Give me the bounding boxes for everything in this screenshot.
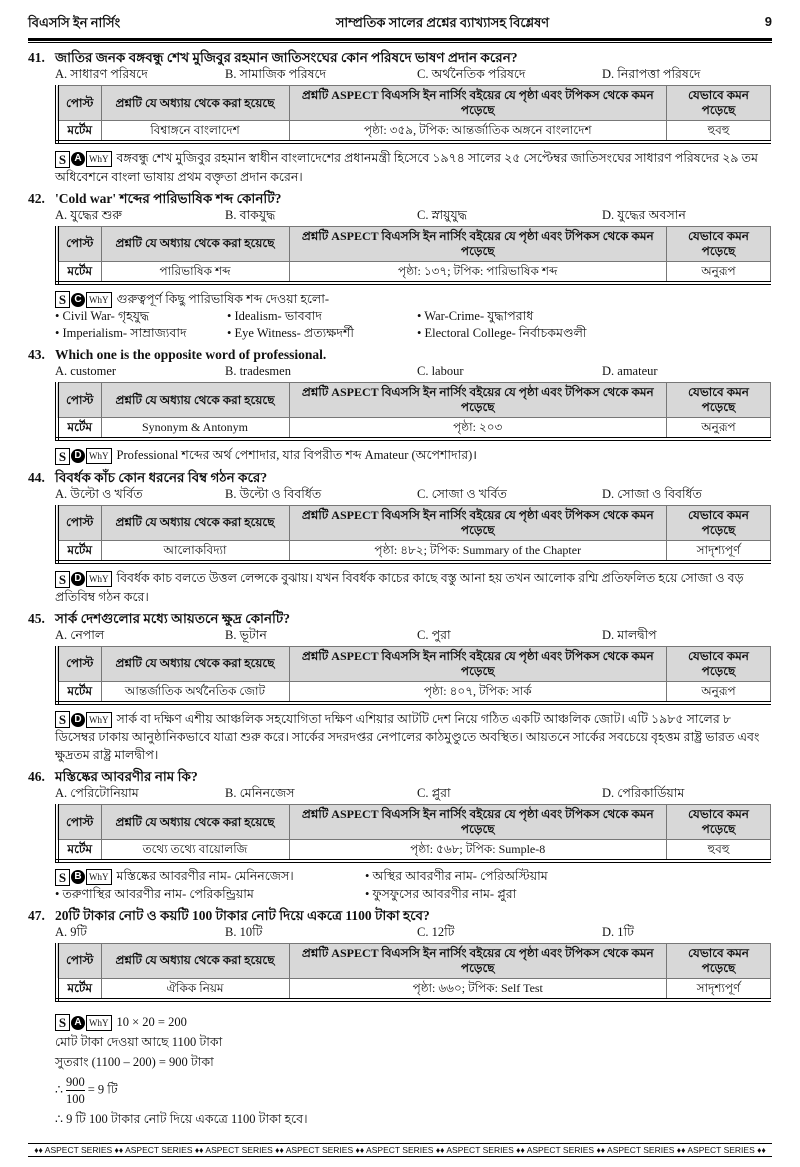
header-chapter: প্রশ্নটি যে অধ্যায় থেকে করা হয়েছে	[101, 943, 289, 978]
table-data-row	[57, 261, 771, 283]
post-mortem-table	[55, 85, 771, 144]
option-d: D. পেরিকার্ডিয়াম	[602, 786, 685, 801]
why-label: WhY	[86, 448, 112, 464]
question-block	[28, 346, 772, 465]
question-title	[28, 346, 772, 363]
question-block	[28, 907, 772, 1129]
badge-s-box: S	[55, 571, 70, 588]
chapter-cell: আলোকবিদ্যা	[101, 540, 289, 562]
corner-label-bottom: মর্টেম	[57, 261, 101, 283]
question-number: 41.	[28, 50, 45, 65]
option-c: C. 12টি	[417, 924, 455, 939]
option-a: A. নেপাল	[55, 627, 105, 642]
question-number: 47.	[28, 907, 45, 923]
why-label: WhY	[86, 869, 112, 885]
explanation	[55, 149, 772, 186]
corner-label-top: পোস্ট	[57, 805, 101, 840]
answer-letter-circle: D	[71, 713, 85, 727]
question-title	[28, 768, 772, 785]
bullet-text: War-Crime- যুদ্ধাপরাধ	[424, 309, 534, 324]
therefore-symbol: ∴	[55, 1082, 63, 1097]
bullet-text: Electoral College- নির্বাচকমণ্ডলী	[424, 326, 587, 341]
header-how: যেভাবে কমন পড়েছে	[667, 646, 771, 681]
bullet-item: • Imperialism- সাম্রাজ্যবাদ	[55, 326, 187, 341]
denominator: 100	[65, 1091, 85, 1106]
question-text: জাতির জনক বঙ্গবন্ধু শেখ মুজিবুর রহমান জাতিসংঘের কোন পরিষদে ভাষণ প্রদান করেন?	[55, 50, 518, 65]
page-number: 9	[764, 14, 772, 29]
answer-badge	[55, 869, 112, 886]
book-page-topic-cell: পৃষ্ঠা: ১৩৭; টপিক: পারিভাষিক শব্দ	[289, 261, 667, 283]
header-chapter: প্রশ্নটি যে অধ্যায় থেকে করা হয়েছে	[101, 646, 289, 681]
question-block	[28, 610, 772, 765]
corner-label-bottom: মর্টেম	[57, 121, 101, 143]
why-label: WhY	[86, 151, 112, 167]
badge-s-box: S	[55, 291, 70, 308]
footer-text: ♦♦ ASPECT SERIES ♦♦ ASPECT SERIES ♦♦ ASPECT SERIES ♦♦ ASPECT SERIES ♦♦ ASPECT SERIES ♦♦ ASPECT SERIES ♦♦ ASPECT SERIES ♦♦ ASPECT SERIES ♦♦ ASPECT SERIES ♦♦	[34, 1144, 766, 1155]
corner-label-bottom: মর্টেম	[57, 681, 101, 703]
question-number: 42.	[28, 190, 45, 206]
footer-series-band	[28, 1143, 772, 1157]
bullet-item: • War-Crime- যুদ্ধাপরাধ	[417, 309, 534, 324]
option-b: B. 10টি	[225, 924, 263, 939]
table-header-row	[57, 226, 771, 261]
header-chapter: প্রশ্নটি যে অধ্যায় থেকে করা হয়েছে	[101, 226, 289, 261]
question-text: মস্তিষ্কের আবরণীর নাম কি?	[55, 769, 198, 785]
question-number: 44.	[28, 469, 45, 485]
table-data-row	[57, 540, 771, 562]
header-chapter: প্রশ্নটি যে অধ্যায় থেকে করা হয়েছে	[101, 805, 289, 840]
bullet-item: • ফুসফুসের আবরণীর নাম- প্লুরা	[365, 886, 517, 901]
explanation-text: মস্তিষ্কের আবরণীর নাম- মেনিনজেস।	[116, 869, 294, 884]
explanation	[55, 710, 772, 765]
how-common-cell: হুবহু	[667, 121, 771, 143]
option-c: C. অর্থনৈতিক পরিষদে	[417, 67, 526, 81]
question-block	[28, 768, 772, 903]
question-title	[28, 469, 772, 486]
explanation	[55, 1012, 772, 1129]
option-c: C. labour	[417, 364, 464, 379]
corner-label-top: পোস্ট	[57, 505, 101, 540]
how-common-cell: হুবহু	[667, 840, 771, 862]
bullet-item: • অস্থির আবরণীর নাম- পেরিঅস্টিয়াম	[365, 869, 548, 884]
explanation-text: 10 × 20 = 200	[116, 1014, 187, 1029]
header-chapter: প্রশ্নটি যে অধ্যায় থেকে করা হয়েছে	[101, 86, 289, 121]
answer-letter-circle: D	[71, 572, 85, 586]
post-mortem-table	[55, 943, 771, 1002]
post-mortem-table	[55, 646, 771, 705]
fraction	[66, 1074, 85, 1107]
fraction-result: = 9 টি	[87, 1082, 118, 1097]
answer-badge	[55, 151, 112, 168]
option-a: A. উল্টো ও খর্বিত	[55, 486, 143, 501]
answer-letter-circle: B	[71, 870, 85, 884]
option-d: D. সোজা ও বিবর্ধিত	[602, 486, 702, 501]
chapter-cell: ঐকিক নিয়ম	[101, 978, 289, 1000]
corner-label-top: পোস্ট	[57, 86, 101, 121]
header-book: প্রশ্নটি ASPECT বিএসসি ইন নার্সিং বইয়ের যে পৃষ্ঠা এবং টপিকস থেকে কমন পড়েছে	[289, 505, 667, 540]
question-title	[28, 907, 772, 924]
option-a: A. customer	[55, 364, 117, 379]
book-title: বিএসসি ইন নার্সিং	[28, 15, 121, 30]
header-book: প্রশ্নটি ASPECT বিএসসি ইন নার্সিং বইয়ের যে পৃষ্ঠা এবং টপিকস থেকে কমন পড়েছে	[289, 646, 667, 681]
question-title	[28, 49, 772, 66]
option-b: B. ভূটান	[225, 627, 267, 642]
options-row	[55, 363, 772, 380]
badge-s-box: S	[55, 151, 70, 168]
header-chapter: প্রশ্নটি যে অধ্যায় থেকে করা হয়েছে	[101, 505, 289, 540]
header-how: যেভাবে কমন পড়েছে	[667, 383, 771, 418]
option-c: C. স্নায়ুযুদ্ধ	[417, 207, 467, 222]
bullet-item: • Civil War- গৃহযুদ্ধ	[55, 309, 150, 324]
question-text: Which one is the opposite word of professional.	[55, 347, 327, 363]
corner-label-bottom: মর্টেম	[57, 978, 101, 1000]
explanation-text: সার্ক বা দক্ষিণ এশীয় আঞ্চলিক সহযোগিতা দক্ষিণ এশিয়ার আটটি দেশ নিয়ে গঠিত একটি আঞ্চলিক জোট। এটি ১৯৮৫ সালের ৮ ডিসেম্বর ঢাকায় আনুষ্ঠানিকভাবে যাত্রা শুরু করে। সার্কের সদরদপ্তর নেপালের কাঠমুণ্ডুতে অবস্থিত। আয়তনে সার্কের সবচেয়ে বৃহত্তম রাষ্ট্র ভারত এবং ক্ষুদ্রতম রাষ্ট্র মালদ্বীপ।	[55, 711, 760, 763]
option-c: C. প্লুরা	[417, 786, 451, 801]
answer-letter-circle: C	[71, 293, 85, 307]
book-page-topic-cell: পৃষ্ঠা: ২০৩	[289, 418, 667, 440]
bullet-item: • Electoral College- নির্বাচকমণ্ডলী	[417, 326, 587, 341]
option-b: B. উল্টো ও বিবর্ধিত	[225, 486, 322, 501]
how-common-cell: সাদৃশ্যপূর্ণ	[667, 978, 771, 1000]
question-list	[0, 43, 800, 1129]
option-d: D. যুদ্ধের অবসান	[602, 207, 686, 222]
how-common-cell: অনুরূপ	[667, 418, 771, 440]
why-label: WhY	[86, 292, 112, 308]
question-title	[28, 190, 772, 207]
question-number: 45.	[28, 610, 45, 626]
question-title	[28, 610, 772, 627]
option-b: B. সামাজিক পরিষদে	[225, 67, 327, 81]
table-header-row	[57, 805, 771, 840]
options-row	[55, 207, 772, 224]
table-data-row	[57, 681, 771, 703]
chapter-cell: আন্তর্জাতিক অর্থনৈতিক জোট	[101, 681, 289, 703]
option-a: A. যুদ্ধের শুরু	[55, 207, 123, 222]
option-b: B. বাকযুদ্ধ	[225, 207, 276, 222]
bullet-text: তরুণাস্থির আবরণীর নাম- পেরিকন্ড্রিয়াম	[62, 886, 254, 901]
answer-badge	[55, 448, 112, 465]
options-row	[55, 66, 772, 83]
chapter-cell: Synonym & Antonym	[101, 418, 289, 440]
chapter-cell: বিশ্বাঙ্গনে বাংলাদেশ	[101, 121, 289, 143]
numerator: 900	[65, 1074, 85, 1089]
question-text: 20টি টাকার নোট ও কয়টি 100 টাকার নোট দিয়ে একত্রে 1100 টাকা হবে?	[55, 907, 430, 923]
table-data-row	[57, 840, 771, 862]
question-text: 'Cold war' শব্দের পারিভাষিক শব্দ কোনটি?	[55, 190, 282, 206]
options-row	[55, 486, 772, 503]
bullet-text: অস্থির আবরণীর নাম- পেরিঅস্টিয়াম	[372, 869, 548, 884]
how-common-cell: অনুরূপ	[667, 261, 771, 283]
option-c: C. সোজা ও খর্বিত	[417, 486, 507, 501]
covering-bullets	[55, 868, 772, 903]
table-header-row	[57, 86, 771, 121]
book-page-topic-cell: পৃষ্ঠা: ৬৬০; টপিক: Self Test	[289, 978, 667, 1000]
header-book: প্রশ্নটি ASPECT বিএসসি ইন নার্সিং বইয়ের যে পৃষ্ঠা এবং টপিকস থেকে কমন পড়েছে	[289, 805, 667, 840]
table-header-row	[57, 383, 771, 418]
bullet-text: Idealism- ভাববাদ	[234, 309, 322, 324]
header-book: প্রশ্নটি ASPECT বিএসসি ইন নার্সিং বইয়ের যে পৃষ্ঠা এবং টপিকস থেকে কমন পড়েছে	[289, 86, 667, 121]
header-chapter: প্রশ্নটি যে অধ্যায় থেকে করা হয়েছে	[101, 383, 289, 418]
corner-label-bottom: মর্টেম	[57, 418, 101, 440]
header-how: যেভাবে কমন পড়েছে	[667, 226, 771, 261]
explanation-line	[55, 1012, 772, 1032]
page-header	[0, 0, 800, 35]
post-mortem-table	[55, 226, 771, 285]
bullet-text: Imperialism- সাম্রাজ্যবাদ	[62, 326, 187, 341]
table-data-row	[57, 121, 771, 143]
corner-label-top: পোস্ট	[57, 226, 101, 261]
section-title: সাম্প্রতিক সালের প্রশ্নের ব্যাখ্যাসহ বিশ্লেষণ	[335, 15, 550, 30]
corner-label-bottom: মর্টেম	[57, 540, 101, 562]
options-row	[55, 924, 772, 941]
header-book: প্রশ্নটি ASPECT বিএসসি ইন নার্সিং বইয়ের যে পৃষ্ঠা এবং টপিকস থেকে কমন পড়েছে	[289, 943, 667, 978]
explanation-text: বঙ্গবন্ধু শেখ মুজিবুর রহমান স্বাধীন বাংলাদেশের প্রধানমন্ত্রী হিসেবে ১৯৭৪ সালের ২৫ সেপ্টেম্বর জাতিসংঘের সাধারণ পরিষদের ২৯ তম অধিবেশনে বাংলা ভাষায় প্রথম বক্তৃতা প্রদান করেন।	[55, 151, 758, 184]
post-mortem-table	[55, 804, 771, 863]
option-a: A. সাধারণ পরিষদে	[55, 67, 148, 81]
option-b: B. মেনিনজেস	[225, 786, 295, 801]
book-page-topic-cell: পৃষ্ঠা: ৪৮২; টপিক: Summary of the Chapter	[289, 540, 667, 562]
bullet-item: • তরুণাস্থির আবরণীর নাম- পেরিকন্ড্রিয়াম	[55, 886, 254, 901]
bullet-item: • Idealism- ভাববাদ	[227, 309, 322, 324]
answer-badge	[55, 711, 112, 728]
how-common-cell: সাদৃশ্যপূর্ণ	[667, 540, 771, 562]
table-data-row	[57, 978, 771, 1000]
corner-label-top: পোস্ট	[57, 646, 101, 681]
explanation-text: গুরুত্বপূর্ণ কিছু পারিভাষিক শব্দ দেওয়া হলো-	[116, 291, 330, 306]
question-block	[28, 190, 772, 343]
answer-letter-circle: D	[71, 449, 85, 463]
fraction-line	[55, 1074, 772, 1107]
option-a: A. 9টি	[55, 924, 87, 939]
corner-label-bottom: মর্টেম	[57, 840, 101, 862]
header-book: প্রশ্নটি ASPECT বিএসসি ইন নার্সিং বইয়ের যে পৃষ্ঠা এবং টপিকস থেকে কমন পড়েছে	[289, 383, 667, 418]
option-a: A. পেরিটোনিয়াম	[55, 786, 139, 801]
question-number: 43.	[28, 347, 45, 363]
header-how: যেভাবে কমন পড়েছে	[667, 805, 771, 840]
badge-s-box: S	[55, 869, 70, 886]
table-header-row	[57, 646, 771, 681]
explanation-text: বিবর্ধক কাচ বলতে উত্তল লেন্সকে বুঝায়। যখন বিবর্ধক কাচের কাছে বস্তু আনা হয় তখন আলোক রশ্মি প্রতিফলিত হয়ে সোজা ও বড় প্রতিবিম্ব গঠন করে।	[55, 570, 744, 604]
post-mortem-table	[55, 382, 771, 441]
header-book: প্রশ্নটি ASPECT বিএসসি ইন নার্সিং বইয়ের যে পৃষ্ঠা এবং টপিকস থেকে কমন পড়েছে	[289, 226, 667, 261]
book-page-topic-cell: পৃষ্ঠা: ৪০৭, টপিক: সার্ক	[289, 681, 667, 703]
chapter-cell: পারিভাষিক শব্দ	[101, 261, 289, 283]
explanation	[55, 446, 772, 465]
badge-s-box: S	[55, 448, 70, 465]
question-block	[28, 469, 772, 606]
bullet-text: Civil War- গৃহযুদ্ধ	[62, 309, 150, 324]
table-data-row	[57, 418, 771, 440]
question-number: 46.	[28, 769, 45, 785]
explanation-intro	[55, 290, 772, 309]
option-d: D. মালদ্বীপ	[602, 627, 657, 642]
question-text: বিবর্ধক কাঁচ কোন ধরনের বিম্ব গঠন করে?	[55, 469, 268, 485]
post-mortem-table	[55, 505, 771, 564]
question-text: সার্ক দেশগুলোর মধ্যে আয়তনে ক্ষুদ্র কোনটি?	[55, 610, 290, 626]
bullet-text: ফুসফুসের আবরণীর নাম- প্লুরা	[372, 886, 517, 901]
answer-letter-circle: A	[71, 1016, 85, 1030]
book-page-topic-cell: পৃষ্ঠা: ৫৬৮; টপিক: Sumple-8	[289, 840, 667, 862]
answer-badge	[55, 1014, 112, 1031]
option-d: D. নিরাপত্তা পরিষদে	[602, 67, 701, 81]
options-row	[55, 785, 772, 802]
explanation	[55, 569, 772, 606]
chapter-cell: তথ্যে তথ্যে বায়োলজি	[101, 840, 289, 862]
corner-label-top: পোস্ট	[57, 383, 101, 418]
answer-letter-circle: A	[71, 152, 85, 166]
conclusion-line: ∴ 9 টি 100 টাকার নোট দিয়ে একত্রে 1100 টাকা হবে।	[55, 1111, 308, 1126]
table-header-row	[57, 943, 771, 978]
corner-label-top: পোস্ট	[57, 943, 101, 978]
option-d: D. amateur	[602, 364, 658, 379]
how-common-cell: অনুরূপ	[667, 681, 771, 703]
header-how: যেভাবে কমন পড়েছে	[667, 505, 771, 540]
table-header-row	[57, 505, 771, 540]
why-label: WhY	[86, 571, 112, 587]
option-d: D. 1টি	[602, 924, 634, 939]
header-how: যেভাবে কমন পড়েছে	[667, 86, 771, 121]
badge-s-box: S	[55, 1014, 70, 1031]
question-block	[28, 49, 772, 186]
explanation	[55, 290, 772, 343]
term-bullets	[55, 308, 772, 342]
explanation-text: Professional শব্দের অর্থ পেশাদার, যার বিপরীত শব্দ Amateur (অপেশাদার)।	[116, 448, 478, 463]
book-page-topic-cell: পৃষ্ঠা: ৩৫৯, টপিক: আন্তর্জাতিক অঙ্গনে বাংলাদেশ	[289, 121, 667, 143]
answer-badge	[55, 571, 112, 588]
bullet-text: Eye Witness- প্রত্যক্ষদর্শী	[234, 326, 354, 341]
option-b: B. tradesmen	[225, 364, 291, 379]
why-label: WhY	[86, 712, 112, 728]
bullet-item: • Eye Witness- প্রত্যক্ষদর্শী	[227, 326, 354, 341]
explanation-intro	[55, 868, 365, 886]
explanation	[55, 868, 772, 903]
explanation-line: মোট টাকা দেওয়া আছে 1100 টাকা	[55, 1034, 223, 1049]
options-row	[55, 627, 772, 644]
explanation-line: সুতরাং (1100 – 200) = 900 টাকা	[55, 1054, 214, 1069]
answer-badge	[55, 291, 112, 308]
badge-s-box: S	[55, 711, 70, 728]
why-label: WhY	[86, 1015, 112, 1031]
header-how: যেভাবে কমন পড়েছে	[667, 943, 771, 978]
option-c: C. পুরা	[417, 627, 451, 642]
